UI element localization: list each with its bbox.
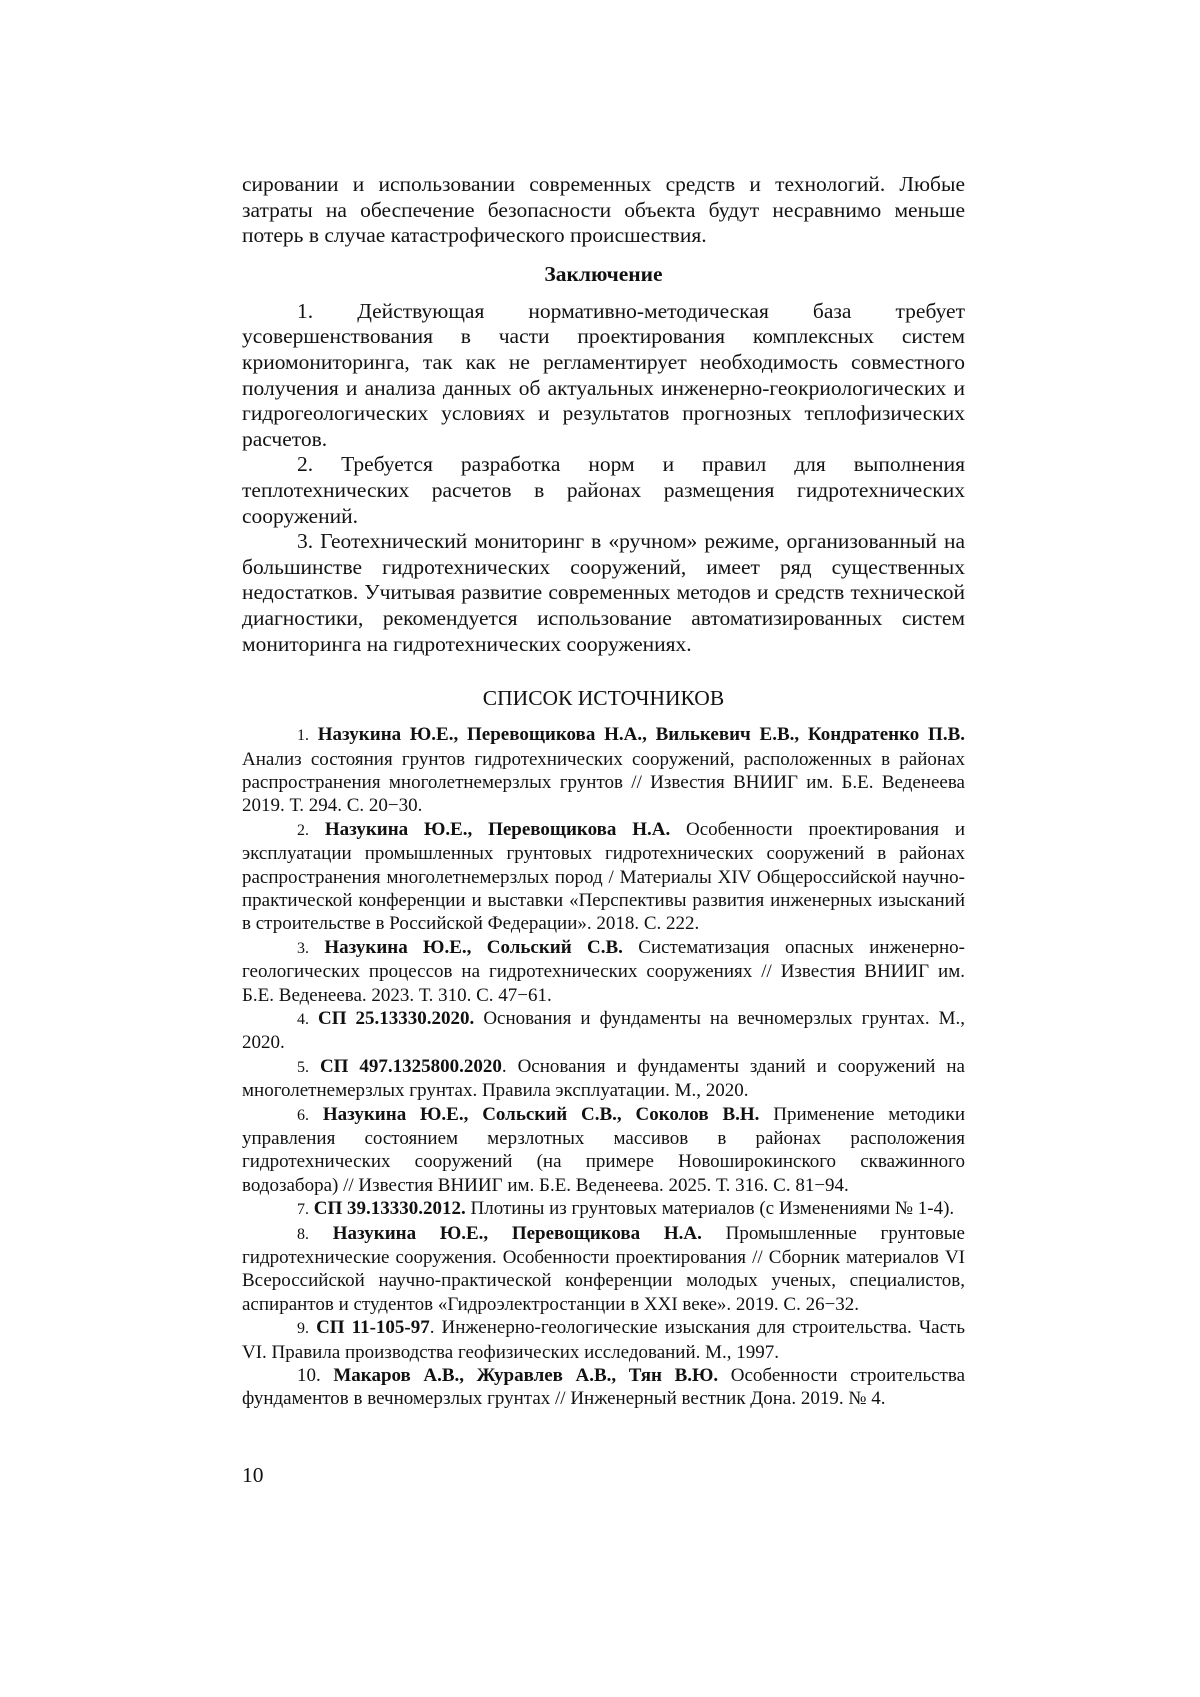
reference-authors: СП 11-105-97 <box>316 1317 430 1339</box>
conclusion-heading: Заключение <box>544 261 663 286</box>
reference-number: 8. <box>297 1225 309 1243</box>
reference-authors: СП 25.13330.2020. <box>318 1007 475 1029</box>
reference-item-2 <box>242 818 965 936</box>
reference-number: 3. <box>297 939 309 957</box>
reference-item-7 <box>242 1197 965 1221</box>
reference-authors: Назукина Ю.Е., Сольский С.В. <box>324 936 623 958</box>
reference-item-10 <box>242 1364 965 1411</box>
reference-item-6 <box>242 1103 965 1198</box>
references-title: СПИСОК ИСТОЧНИКОВ <box>482 686 725 711</box>
references-list <box>242 723 965 1411</box>
reference-number: 2. <box>297 821 309 839</box>
reference-item-5 <box>242 1055 965 1103</box>
reference-text: Систематизация опасных инженерно-геологических процессов на гидротехнических сооружениях // Известия ВНИИГ им. Б.Е. Веденеева. 2023. Т. 310. С. 47−61. <box>242 936 965 1006</box>
reference-authors: Назукина Ю.Е., Перевощикова Н.А., Вилькевич Е.В., Кондратенко П.В. <box>317 724 965 746</box>
reference-text: . Инженерно-геологические изыскания для строительства. Часть VI. Правила производства геофизических исследований. М., 1997. <box>242 1317 966 1363</box>
reference-number: 9. <box>297 1320 309 1338</box>
conclusion-item-3: 3. Геотехнический мониторинг в «ручном» режиме, организованный на большинстве гидротехнических сооружений, имеет ряд существенных недостатков. Учитывая развитие современных методов и средств технической диагностики, рекомендуется использование автоматизированных систем мониторинга на гидротехнических сооружениях. <box>242 529 965 656</box>
reference-authors: Макаров А.В., Журавлев А.В., Тян В.Ю. <box>333 1365 719 1387</box>
reference-text: Плотины из грунтовых материалов (с Изменениями № 1-4). <box>465 1198 955 1220</box>
document-page <box>242 172 965 1411</box>
reference-number: 5. <box>297 1058 309 1076</box>
intro-section <box>242 172 965 249</box>
reference-authors: Назукина Ю.Е., Перевощикова Н.А. <box>332 1222 702 1244</box>
reference-text: Применение методики управления состоянием мерзлотных массивов в районах расположения гидротехнических сооружений (на примере Новоширокинского скважинного водозабора) // Известия ВНИИГ им. Б.Е. Веденеева. 2025. Т. 316. С. 81−94. <box>242 1103 965 1196</box>
reference-text: Анализ состояния грунтов гидротехнических сооружений, расположенных в районах распространения многолетнемерзлых грунтов // Известия ВНИИГ им. Б.Е. Веденеева 2019. Т. 294. С. 20−30. <box>242 748 965 817</box>
reference-number: 10. <box>297 1365 321 1387</box>
reference-authors: СП 497.1325800.2020 <box>319 1055 502 1077</box>
reference-authors: Назукина Ю.Е., Перевощикова Н.А. <box>324 818 671 840</box>
reference-number: 1. <box>297 727 309 745</box>
reference-text: . Основания и фундаменты зданий и сооружений на многолетнемерзлых грунтах. Правила эксплуатации. М., 2020. <box>242 1055 965 1102</box>
reference-authors: Назукина Ю.Е., Сольский С.В., Соколов В.Н. <box>322 1103 760 1125</box>
reference-item-8 <box>242 1222 965 1317</box>
reference-item-1 <box>242 723 965 818</box>
reference-number: 6. <box>297 1106 309 1124</box>
conclusion-section <box>242 299 965 657</box>
reference-text: Особенности строительства фундаментов в вечномерзлых грунтах // Инженерный вестник Дона. 2019. № 4. <box>242 1365 965 1410</box>
reference-text: Особенности проектирования и эксплуатации промышленных грунтовых гидротехнических сооружений в районах распространения многолетнемерзлых пород / Материалы XIV Общероссийской научно-практической конференции и выставки «Перспективы развития инженерных изысканий в строительстве в Российской Федерации». 2018. С. 222. <box>242 818 965 935</box>
reference-text: Основания и фундаменты на вечномерзлых грунтах. М., 2020. <box>242 1007 966 1054</box>
reference-item-4 <box>242 1007 965 1055</box>
intro-paragraph: сировании и использовании современных средств и технологий. Любые затраты на обеспечение безопасности объекта будут несравнимо меньше потерь в случае катастрофического происшествия. <box>242 172 965 248</box>
reference-authors: СП 39.13330.2012. <box>313 1198 466 1220</box>
reference-number: 7. <box>297 1201 309 1219</box>
reference-item-9 <box>242 1316 965 1364</box>
conclusion-item-1: 1. Действующая нормативно-методическая база требует усовершенствования в части проектирования комплексных систем криомониторинга, так как не регламентирует необходимость совместного получения и анализа данных об актуальных инженерно-геокриологических и гидрогеологических условиях и результатов прогнозных теплофизических расчетов. <box>242 298 965 451</box>
reference-number: 4. <box>297 1010 309 1028</box>
reference-item-3 <box>242 936 965 1007</box>
reference-text: Промышленные грунтовые гидротехнические сооружения. Особенности проектирования // Сборник материалов VI Всероссийской научно-практической конференции молодых ученых, специалистов, аспирантов и студентов «Гидроэлектростанции в XXI веке». 2019. С. 26−32. <box>242 1222 965 1315</box>
page-number: 10 <box>242 1463 264 1487</box>
conclusion-item-2: 2. Требуется разработка норм и правил для выполнения теплотехнических расчетов в районах размещения гидротехнических сооружений. <box>242 452 965 528</box>
